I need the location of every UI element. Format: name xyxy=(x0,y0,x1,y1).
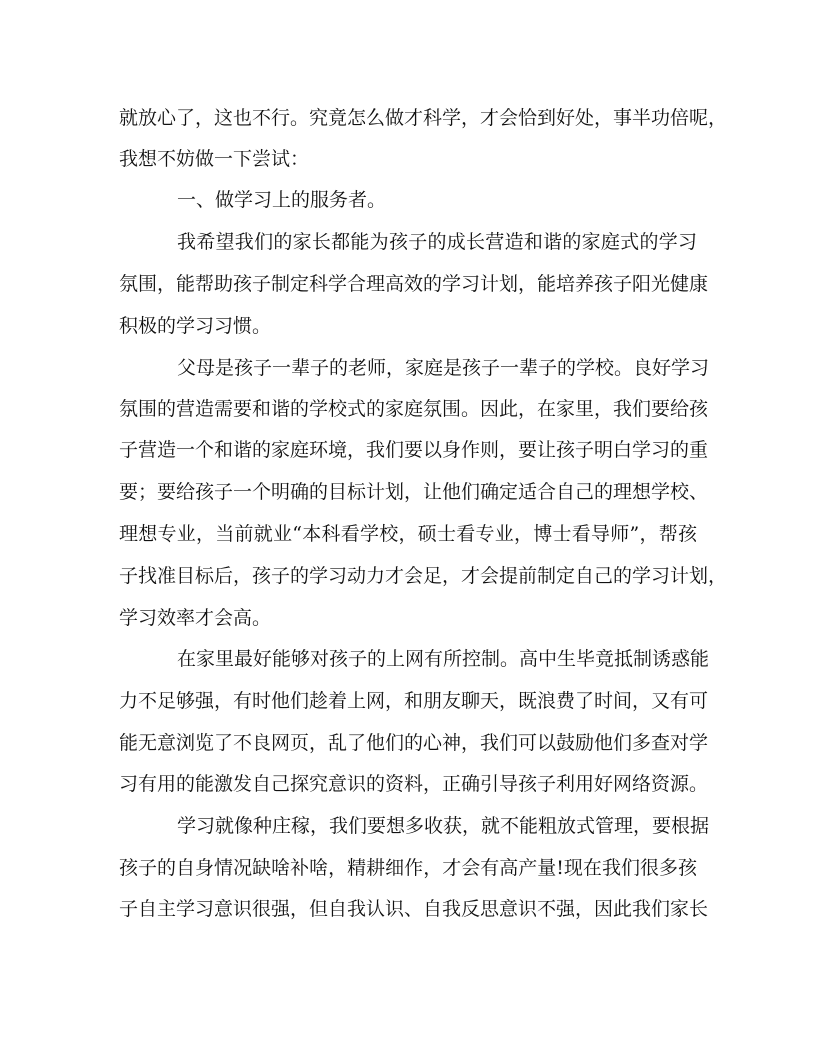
text-line: 父母是孩子一辈子的老师，家庭是孩子一辈子的学校。良好学习 xyxy=(177,357,710,379)
text-line: 理想专业，当前就业“本科看学校，硕士看专业，博士看导师”，帮孩 xyxy=(119,523,697,545)
text-line: 能无意浏览了不良网页，乱了他们的心神，我们可以鼓励他们多查对学 xyxy=(119,732,709,754)
text-line: 我希望我们的家长都能为孩子的成长营造和谐的家庭式的学习 xyxy=(177,231,697,253)
text-line: 就放心了，这也不行。究竟怎么做才科学，才会恰到好处，事半功倍呢， xyxy=(119,107,728,129)
text-line: 孩子的自身情况缺啥补啥，精耕细作，才会有高产量!现在我们很多孩 xyxy=(119,857,697,879)
text-line: 在家里最好能够对孩子的上网有所控制。高中生毕竟抵制诱惑能 xyxy=(177,648,710,670)
text-line: 力不足够强，有时他们趁着上网，和朋友聊天，既浪费了时间，又有可 xyxy=(119,690,709,712)
text-line: 子自主学习意识很强，但自我认识、自我反思意识不强，因此我们家长 xyxy=(119,898,709,920)
text-line: 氛围，能帮助孩子制定科学合理高效的学习计划，能培养孩子阳光健康 xyxy=(119,273,709,295)
text-line: 氛围的营造需要和谐的学校式的家庭氛围。因此，在家里，我们要给孩 xyxy=(119,398,709,420)
text-line: 积极的学习习惯。 xyxy=(119,315,272,337)
text-line: 学习效率才会高。 xyxy=(119,607,272,629)
text-line: 子找准目标后，孩子的学习动力才会足，才会提前制定自己的学习计划， xyxy=(119,565,728,587)
text-line: 要；要给孩子一个明确的目标计划，让他们确定适合自己的理想学校、 xyxy=(119,481,709,503)
text-line: 学习就像种庄稼，我们要想多收获，就不能粗放式管理，要根据 xyxy=(177,815,710,837)
text-line: 我想不妨做一下尝试： xyxy=(119,148,310,170)
text-line: 子营造一个和谐的家庭环境，我们要以身作则，要让孩子明白学习的重 xyxy=(119,439,709,461)
text-line: 习有用的能激发自己探究意识的资料，正确引导孩子利用好网络资源。 xyxy=(119,773,709,795)
section-heading: 一、做学习上的服务者。 xyxy=(177,189,387,211)
